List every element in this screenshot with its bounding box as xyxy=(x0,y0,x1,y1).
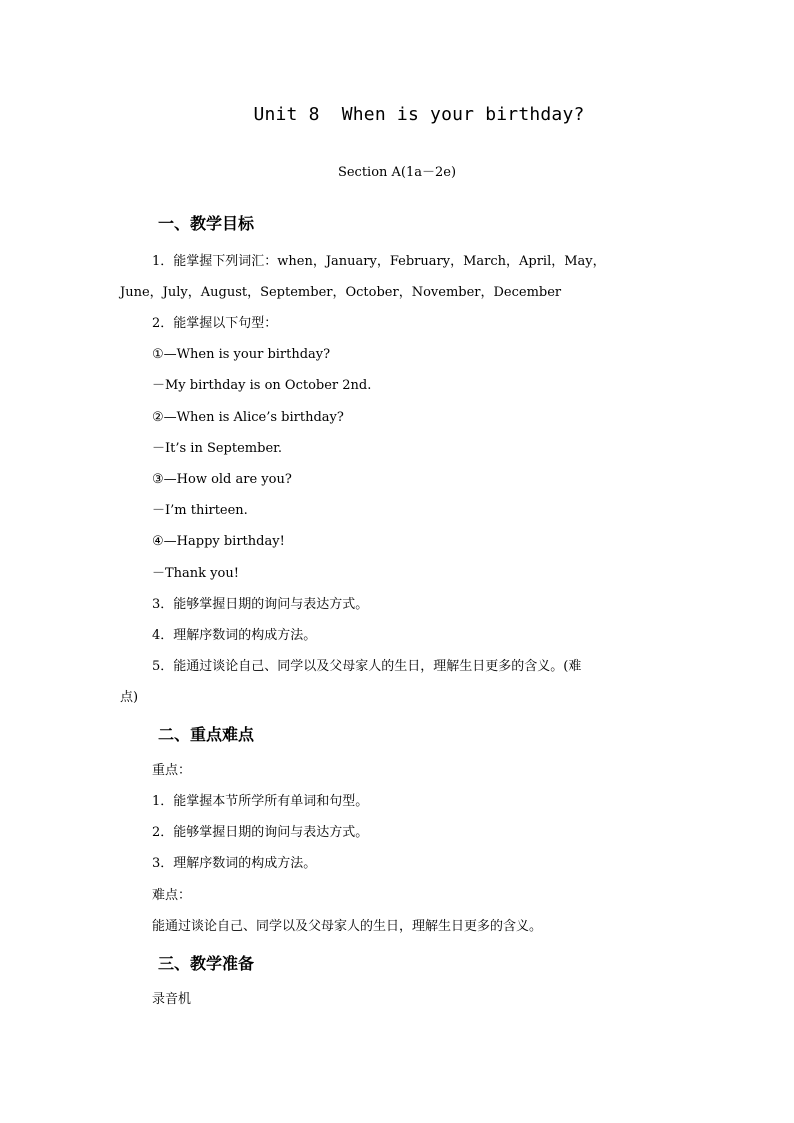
sentence-3-answer: －I’m thirteen. xyxy=(152,503,248,518)
sentence-1-question: ①—When is your birthday? xyxy=(152,347,331,362)
document-title: Unit 8 When is your birthday? xyxy=(253,104,585,125)
objective-dates: 3．能够掌握日期的询问与表达方式。 xyxy=(152,597,369,612)
sentence-4-answer: －Thank you! xyxy=(152,566,239,581)
sentence-4-question: ④—Happy birthday! xyxy=(152,534,285,549)
difficult-points-label: 难点： xyxy=(152,888,192,903)
key-point-3: 3．理解序数词的构成方法。 xyxy=(152,856,317,871)
key-points-label: 重点： xyxy=(152,763,192,778)
preparation-item: 录音机 xyxy=(152,992,192,1007)
objective-ordinals: 4．理解序数词的构成方法。 xyxy=(152,628,317,643)
objective-birthday-line-1: 5．能通过谈论自己、同学以及父母家人的生日，理解生日更多的含义。(难 xyxy=(152,659,582,674)
key-point-2: 2．能够掌握日期的询问与表达方式。 xyxy=(152,825,369,840)
sentence-2-question: ②—When is Alice’s birthday? xyxy=(152,410,344,425)
sentence-1-answer: －My birthday is on October 2nd. xyxy=(152,378,372,393)
sentence-3-question: ③—How old are you? xyxy=(152,472,292,487)
section-heading-key-points: 二、重点难点 xyxy=(158,725,255,744)
sentence-2-answer: －It’s in September. xyxy=(152,441,283,456)
section-heading-objectives: 一、教学目标 xyxy=(158,214,255,233)
document-subtitle: Section A(1a－2e) xyxy=(337,165,457,180)
section-heading-preparation: 三、教学准备 xyxy=(158,954,255,973)
objective-sentences: 2．能掌握以下句型： xyxy=(152,316,278,331)
objective-birthday-line-2: 点) xyxy=(120,690,139,705)
objective-vocab-line-2: June，July，August，September，October，November，December xyxy=(120,285,562,300)
objective-vocab-line-1: 1．能掌握下列词汇：when，January，February，March，April，May， xyxy=(152,254,606,269)
key-point-1: 1．能掌握本节所学所有单词和句型。 xyxy=(152,794,369,809)
difficult-point-1: 能通过谈论自己、同学以及父母家人的生日，理解生日更多的含义。 xyxy=(152,919,543,934)
